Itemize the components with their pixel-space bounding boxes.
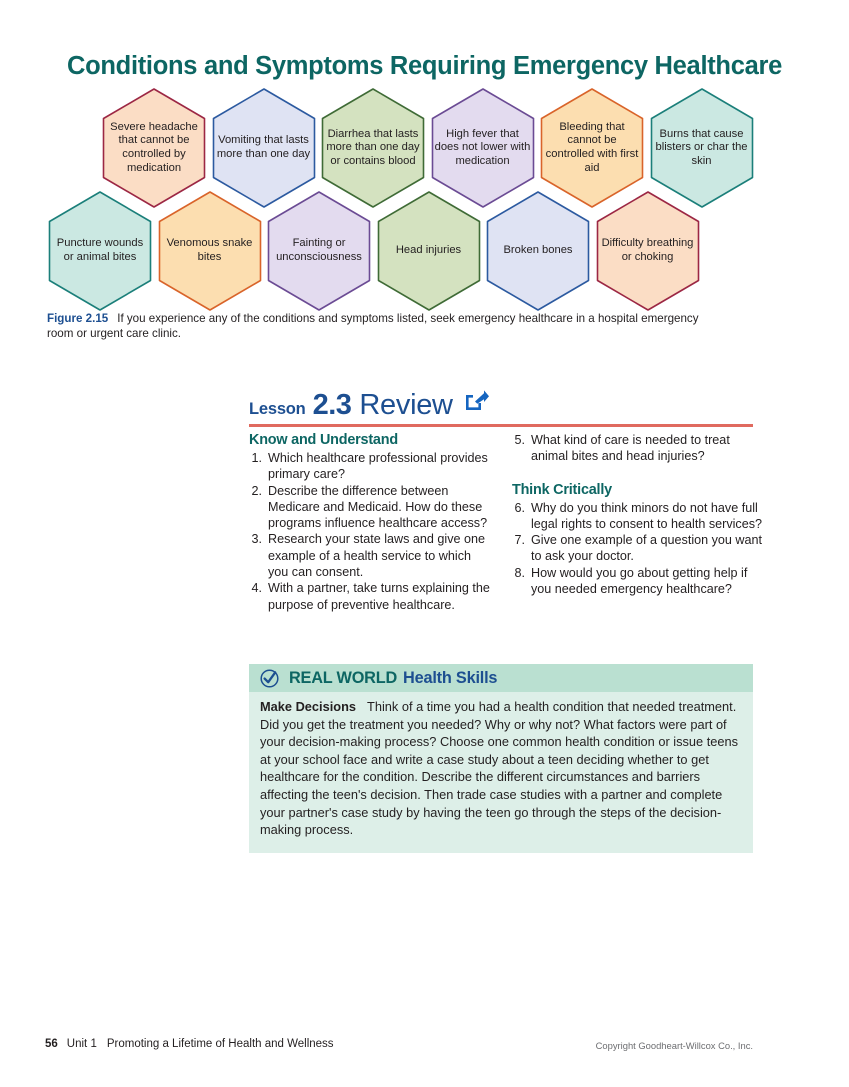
question-text: Give one example of a question you want to ask your doctor.	[531, 533, 763, 564]
know-and-understand-list	[249, 450, 492, 613]
question-number: 7.	[514, 533, 525, 548]
question-number: 6.	[514, 500, 525, 515]
review-question-item	[512, 500, 764, 533]
hexagon-1	[102, 88, 206, 208]
review-question-item	[512, 432, 764, 465]
think-critically-heading: Think Critically	[512, 481, 612, 498]
question-number: 2.	[251, 483, 262, 498]
hexagon-10	[377, 191, 481, 311]
question-text: Describe the difference between Medicare and Medicaid. How do these programs influence healthcare access?	[268, 483, 488, 531]
real-world-header	[249, 664, 753, 692]
question-number: 5.	[514, 433, 525, 447]
hexagon-label: Puncture wounds or animal bites	[56, 237, 144, 263]
question-text: With a partner, take turns explaining the purpose of preventive healthcare.	[268, 581, 490, 612]
question-text: Research your state laws and give one example of a health service to which you can consent.	[268, 532, 486, 580]
hexagon-label: Broken bones	[503, 244, 573, 257]
hexagon-6	[650, 88, 754, 208]
real-world-title-secondary: Health Skills	[403, 668, 498, 687]
hexagon-label: High fever that does not lower with medication	[434, 127, 531, 167]
lesson-rule-divider	[249, 424, 753, 427]
lesson-label: Lesson	[249, 400, 306, 418]
figure-caption-text: If you experience any of the conditions and symptoms listed, seek emergency healthcare in a hospital emergency room or urgent care clinic.	[47, 312, 699, 341]
hexagon-diagram	[0, 88, 849, 303]
hexagon-2	[212, 88, 316, 208]
real-world-body-text: Think of a time you had a health condition that needed treatment. Did you get the treatment you needed? Why or why not? What factors were part of your decision-making process? Choose one common health condition or issue teens at your school face and write a case study about a teen deciding whether to get healthcare for the condition. Describe the different circumstances and barriers affecting the teen's decision. Then trade case studies with a partner and complete your partner's case study by having the teen go through the steps of the decision-making process.	[260, 699, 739, 838]
real-world-lead-in: Make Decisions	[260, 699, 357, 714]
copyright-notice: Copyright Goodheart-Willcox Co., Inc.	[595, 1040, 753, 1051]
question-number: 1.	[251, 451, 262, 465]
questions-column-right	[512, 432, 764, 613]
review-question-item	[512, 532, 764, 565]
know-and-understand-heading: Know and Understand	[249, 432, 398, 448]
know-and-understand-list-continued	[512, 432, 764, 465]
question-number: 3.	[251, 532, 262, 547]
hexagon-3	[321, 88, 425, 208]
figure-caption	[47, 311, 727, 341]
hexagon-11	[486, 191, 590, 311]
footer-unit-title: Promoting a Lifetime of Health and Wellness	[106, 1038, 334, 1050]
footer-left	[45, 1038, 334, 1050]
hexagon-12	[596, 191, 700, 311]
lesson-review-heading	[249, 389, 753, 421]
hexagon-label: Bleeding that cannot be controlled with first aid	[545, 120, 639, 174]
hexagon-4	[431, 88, 535, 208]
check-circle-icon	[260, 669, 279, 688]
review-label: Review	[359, 389, 453, 421]
page-footer	[0, 1038, 849, 1058]
question-text: Why do you think minors do not have full legal rights to consent to health services?	[531, 500, 763, 531]
lesson-review-section	[249, 389, 753, 427]
questions-column-left	[249, 432, 492, 613]
figure-number: Figure 2.15	[47, 312, 109, 325]
review-question-item	[512, 565, 764, 598]
question-number: 4.	[251, 581, 262, 596]
hexagon-9	[267, 191, 371, 311]
review-questions	[249, 432, 769, 613]
hexagon-label: Fainting or unconsciousness	[276, 237, 362, 263]
hexagon-label: Severe headache that cannot be controlled by medication	[110, 120, 198, 174]
hexagon-label: Burns that cause blisters or char the skin	[655, 127, 748, 167]
figure-title: Conditions and Symptoms Requiring Emergency Healthcare	[67, 52, 782, 80]
hexagon-label: Head injuries	[395, 244, 462, 257]
hexagon-label: Venomous snake bites	[166, 237, 253, 263]
think-critically-list	[512, 500, 764, 598]
review-question-item	[249, 531, 492, 580]
question-number: 8.	[514, 565, 525, 580]
question-text: How would you go about getting help if you needed emergency healthcare?	[531, 565, 748, 597]
hexagon-label: Vomiting that lasts more than one day	[216, 134, 311, 160]
hexagon-label: Difficulty breathing or choking	[601, 237, 694, 263]
real-world-health-skills-box	[249, 664, 753, 853]
hexagon-8	[158, 191, 262, 311]
hexagon-7	[48, 191, 152, 311]
review-question-item	[249, 483, 492, 532]
review-question-item	[249, 450, 492, 483]
external-link-icon[interactable]	[464, 390, 490, 412]
real-world-body	[249, 692, 753, 853]
real-world-title-primary: REAL WORLD	[289, 668, 398, 687]
lesson-number: 2.3	[312, 389, 352, 421]
hexagon-label: Diarrhea that lasts more than one day or contains blood	[326, 127, 420, 167]
review-question-item	[249, 580, 492, 613]
question-text: What kind of care is needed to treat animal bites and head injuries?	[531, 433, 730, 464]
question-text: Which healthcare professional provides primary care?	[268, 451, 488, 482]
footer-unit: Unit 1	[66, 1038, 97, 1050]
page-number: 56	[45, 1038, 58, 1050]
hexagon-5	[540, 88, 644, 208]
